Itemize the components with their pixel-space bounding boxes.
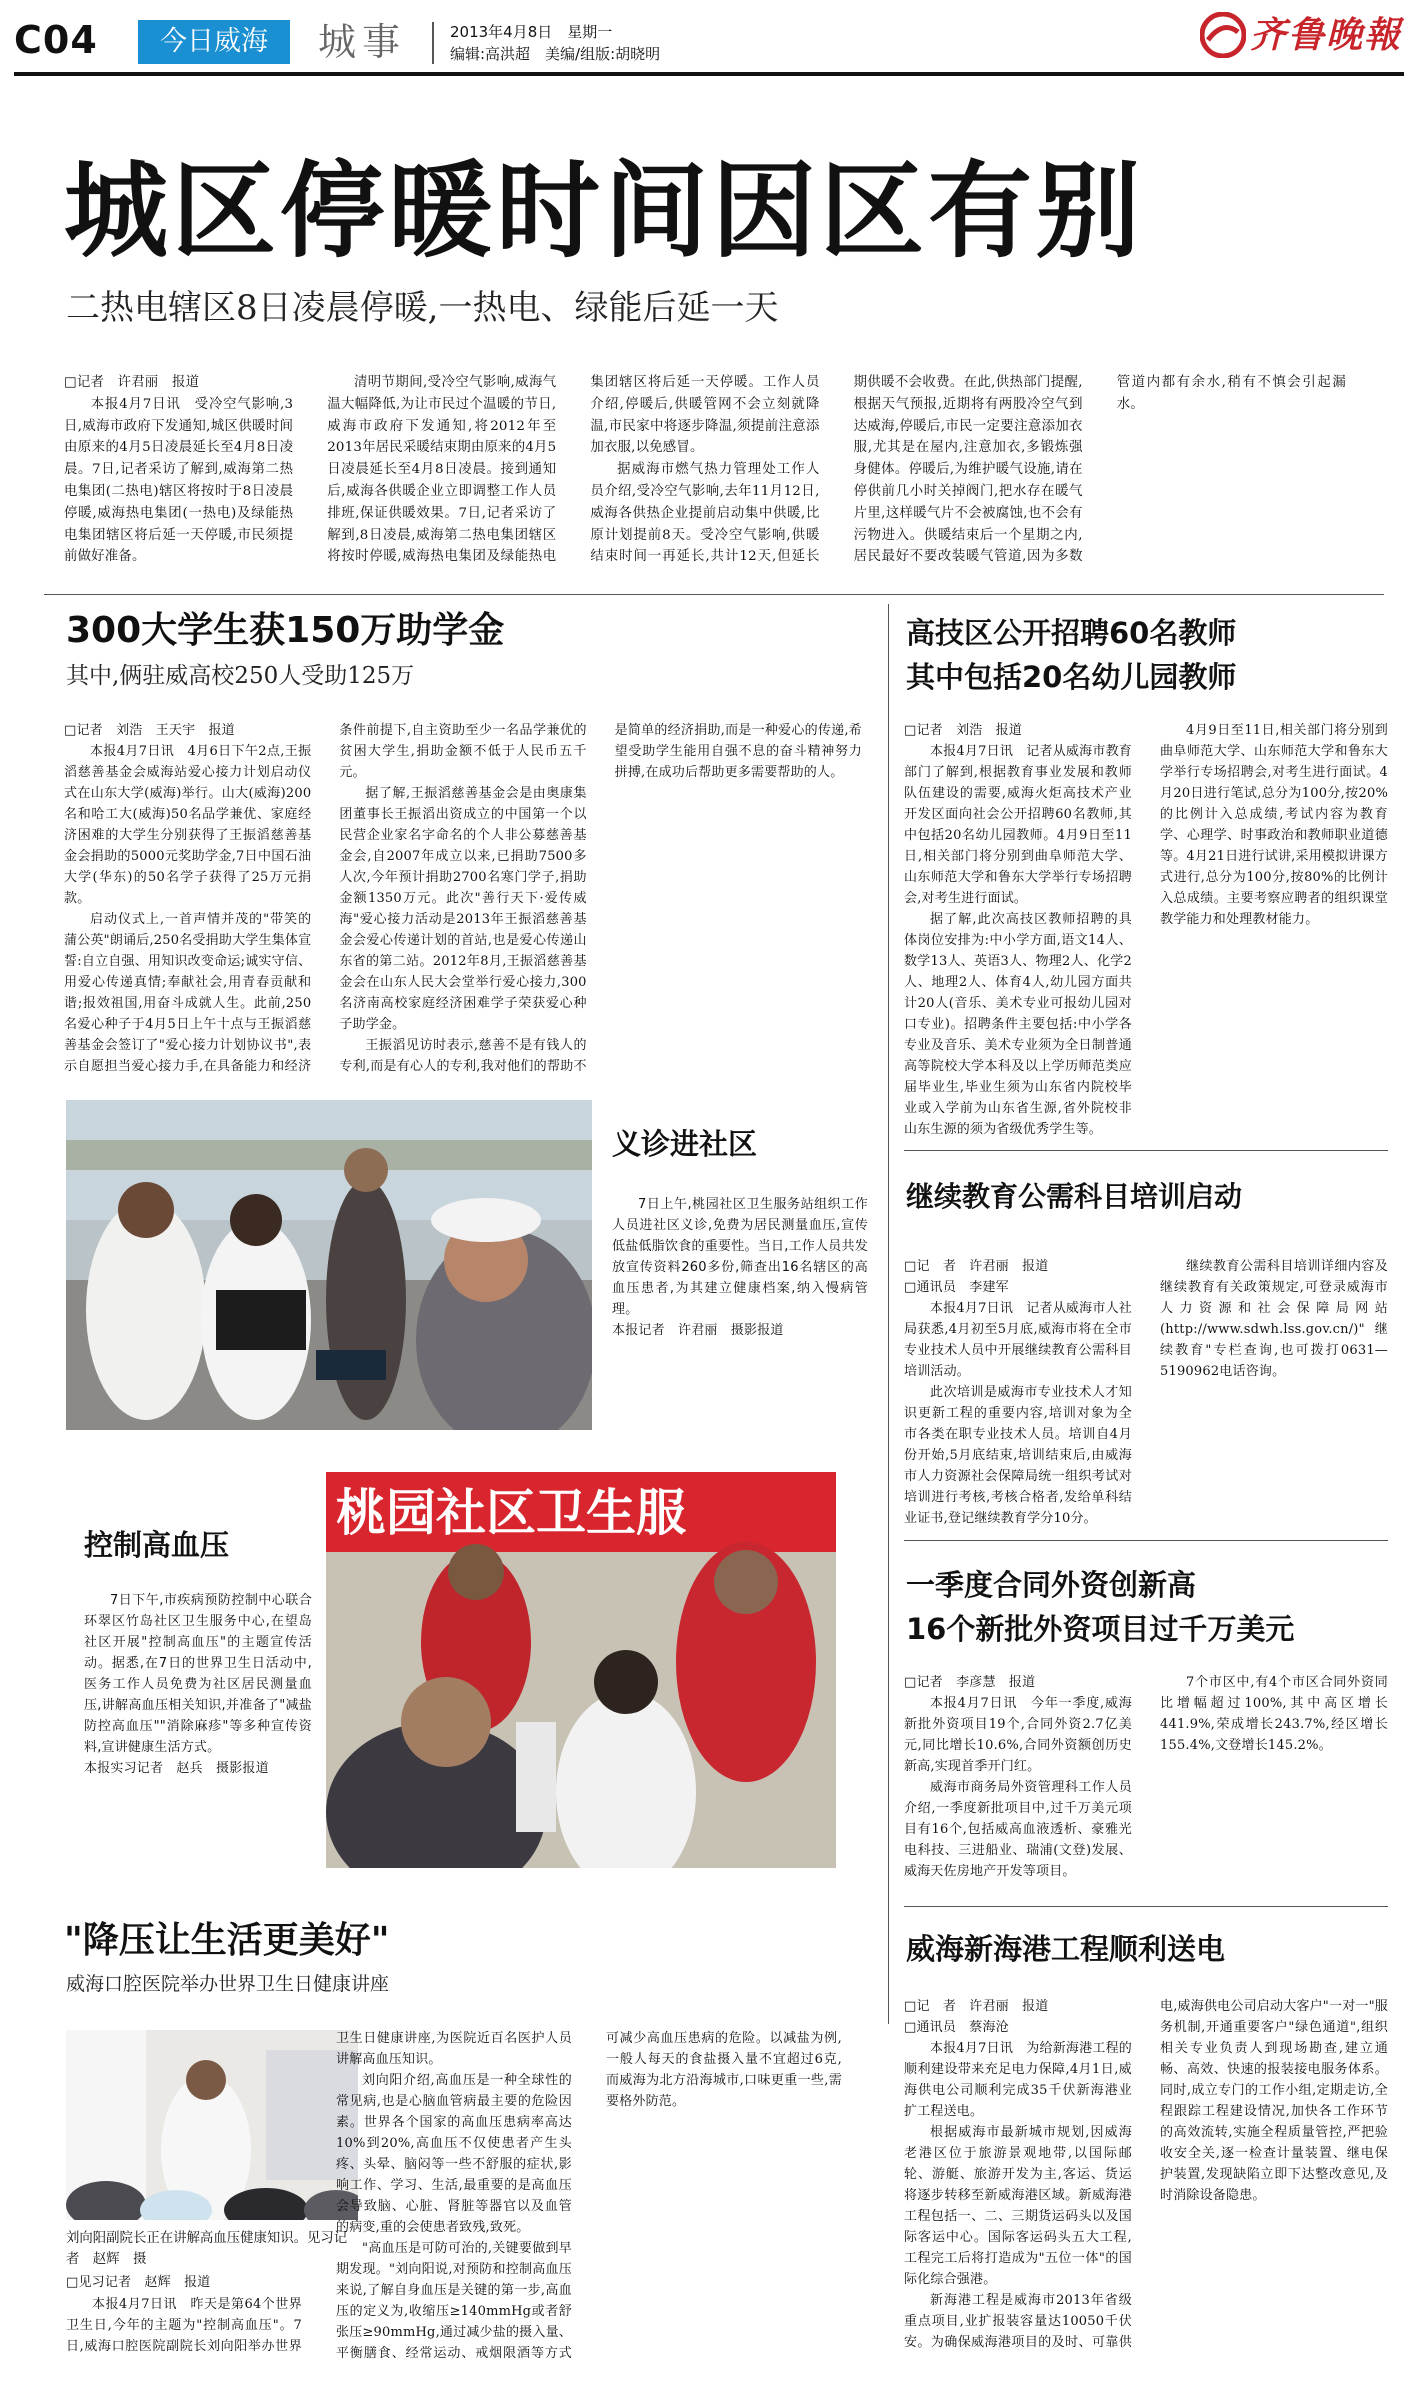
clinic-article — [612, 1194, 868, 1341]
continuing-byline-2: □通讯员 李建军 — [904, 1280, 1009, 1295]
continuing-paragraph: 继续教育公需科目培训详细内容及继续教育有关政策规定,可登录威海市人力资源和社会保障局网站(http://www.sdwh.lss.gov.cn/)"继续教育"专栏查询,也可拨打0631—5190962电话咨询。 — [1160, 1259, 1388, 1379]
teachers-paragraph: 据了解,此次高技区教师招聘的具体岗位安排为:中小学方面,语文14人、数学13人、英语3人、物理2人、化学2人、地理2人、体育4人,幼儿园方面共计20人(音乐、美术专业可报幼儿园对口专业)。招聘条件主要包括:中小学各专业及音乐、美术专业须为全日制普通高等院校大学本科及以上学历师范类应届毕业生,毕业生须为山东省内院校毕业或入学前为山东省生源,省外院校非山东生源的须为省级优秀学生等。 — [904, 912, 1132, 1137]
foreign-byline: □记者 李彦慧 报道 — [904, 1675, 1036, 1690]
clinic-credit: 本报记者 许君丽 摄影报道 — [612, 1323, 784, 1338]
lead-paragraph: 本报4月7日讯 受冷空气影响,3日,威海市政府下发通知,城区供暖时间由原来的4月5日凌晨延长至4月8日凌晨。7日,记者采访了解到,威海第二热电集团(二热电)辖区将按时于8日凌晨停暖,威海热电集团(一热电)及绿能热电集团辖区将后延一天停暖,市民须提前做好准备。 — [64, 396, 294, 565]
continuing-paragraph: 本报4月7日讯 记者从威海市人社局获悉,4月初至5月底,威海市将在全市专业技术人员中开展继续教育公需科目培训活动。 — [904, 1301, 1132, 1379]
newspaper-logo — [1200, 8, 1410, 64]
scholarship-article — [64, 720, 862, 1080]
port-byline: □记 者 许君丽 报道 — [904, 1999, 1049, 2014]
divider — [904, 1906, 1388, 1907]
bp-paragraph: 7日下午,市疾病预防控制中心联合环翠区竹岛社区卫生服务中心,在望岛社区开展"控制高血压"的主题宣传活动。据悉,在7日的世界卫生日活动中,医务工作人员免费为社区居民测量血压,讲解高血压相关知识,并准备了"减盐防控高血压""消除麻疹"等多种宣传资料,宣讲健康生活方式。 — [84, 1593, 312, 1755]
scholarship-subhead: 其中,俩驻威高校250人受助125万 — [66, 663, 415, 689]
port-headline: 威海新海港工程顺利送电 — [906, 1932, 1226, 1966]
port-paragraph: 根据威海市最新城市规划,因威海老港区位于旅游景观地带,以国际邮轮、游艇、旅游开发为主,客运、货运将逐步转移至新威海港区域。新威海港工程包括一、二、三期货运码头以及国际客运中心。国际客运码头五大工程,工程完工后将打造成为"五位一体"的国际化综合强港。 — [904, 2125, 1132, 2287]
lead-headline: 城区停暖时间因区有别 — [64, 150, 1145, 272]
lecture-paragraph: "高血压是可防可治的,关键要做到早期发现。"刘向阳说,对预防和控制高血压来说,了解自身血压是关键的第一步,高血压的定义为,收缩压≥140mmHg或者舒张压≥90mmHg,通过减少盐的摄入量、平衡膳食、经常运动、戒烟限酒等方式可减少高血压患病的危险。以减盐为例,一般人每天的食盐摄入量不宜超过6克,而威海为北方沿海城市,口味更重一些,需要格外防范。 — [336, 2031, 842, 2361]
foreign-paragraph: 7个市区中,有4个市区合同外资同比增幅超过100%,其中高区增长441.9%,荣成增长243.7%,经区增长155.4%,文登增长145.2%。 — [1160, 1675, 1388, 1753]
scholarship-paragraph: 王振滔见访时表示,慈善不是有钱人的专利,而是有心人的专利,我对他们的帮助不是简单的经济捐助,而是一种爱心的传递,希望受助学生能用自强不息的奋斗精神努力拼搏,在成功后帮助更多需要帮助的人。 — [339, 723, 862, 1074]
issue-date: 2013年4月8日 星期一 — [450, 23, 613, 41]
lecture-byline: □见习记者 赵辉 报道 — [66, 2275, 211, 2290]
column-divider — [888, 604, 889, 2024]
scholarship-paragraph: 据了解,王振滔慈善基金会是由奥康集团董事长王振滔出资成立的中国第一个以民营企业家名字命名的个人非公募慈善基金会,自2007年成立以来,已捐助7500多人次,今年预计捐助2700名寒门学子,捐助金额1350万元。此次"善行天下·爱传威海"爱心接力活动是2013年王振滔慈善基金会爱心传递计划的首站,也是爱心传递山东省的第二站。2012年8月,王振滔慈善基金会在山东人民大会堂举行爱心接力,300名济南高校家庭经济困难学子荣获爱心种子助学金。 — [339, 786, 587, 1032]
lecture-body — [66, 2028, 842, 2368]
section-name: 城事 — [318, 20, 407, 64]
lecture-headline: "降压让生活更美好" — [64, 1920, 390, 1961]
scholarship-paragraph: 本报4月7日讯 4月6日下午2点,王振滔慈善基金会威海站爱心接力计划启动仪式在山东大学(威海)举行。山大(威海)200名和哈工大(威海)50名品学兼优、家庭经济困难的大学生分别获得了王振滔慈善基金会捐助的5000元奖助学金,7日中国石油大学(华东)的50名学子获得了25万元捐款。 — [64, 744, 312, 906]
lecture-photo-spacer — [66, 2028, 302, 2294]
lecture-caption: 刘向阳副院长正在讲解高血压健康知识。见习记者 赵辉 摄 — [66, 2231, 348, 2267]
clinic-photo — [66, 1100, 592, 1430]
scholarship-headline: 300大学生获150万助学金 — [66, 610, 505, 651]
lead-paragraph: 据威海市燃气热力管理处工作人员介绍,受冷空气影响,去年11月12日,威海各供热企业提前启动集中供暖,比原计划提前8天。受冷空气影响,供暖结束时间一再延长,共计12天,但延长期供暖不会收费。在此,供热部门提醒,根据天气预报,近期将有两股冷空气到达威海,停暖后,市民一定要注意添加衣服,尤其是在屋内,注意加衣,多锻炼强身健体。停暖后,为维护暖气设施,请在停供前几小时关掉阀门,把水存在暖气片里,这样暖气片不会被腐蚀,也不会有污物进入。供暖结束后一个星期之内,居民最好不要改装暖气管道,因为多数管道内都有余水,稍有不慎会引起漏水。 — [590, 375, 1346, 565]
teachers-article — [904, 720, 1388, 1140]
continuing-paragraph: 此次培训是威海市专业技术人才知识更新工程的重要内容,培训对象为全市各类在职专业技术人员。培训自4月份开始,5月底结束,培训结束后,由威海市人力资源社会保障局统一组织考试对培训进行考核,考核合格者,发给单科结业证书,登记继续教育学分10分。 — [904, 1385, 1132, 1526]
bp-article — [84, 1590, 312, 1779]
bp-photo — [326, 1472, 836, 1868]
logo-emblem-icon — [1200, 12, 1246, 58]
lead-paragraph: 清明节期间,受冷空气影响,威海气温大幅降低,为让市民过个温暖的节日,威海市政府下发通知,将2012年至2013年居民采暖结束期由原来的4月5日凌晨延长至4月8日凌晨。接到通知后,威海各供暖企业立即调整工作人员排班,保证供暖效果。7日,记者采访了解到,8日凌晨,威海第二热电集团辖区将按时停暖,威海热电集团及绿能热电集团辖区将后延一天停暖。工作人员介绍,停暖后,供暖管网不会立刻就降温,市民家中将逐步降温,须提前注意添加衣服,以免感冒。 — [327, 375, 820, 565]
port-byline-2: □通讯员 蔡海沧 — [904, 2020, 1009, 2035]
port-article — [904, 1996, 1388, 2368]
lecture-paragraph: 刘向阳介绍,高血压是一种全球性的常见病,也是心脑血管病最主要的危险因素。世界各个国家的高血压患病率高达10%到20%,高血压不仅使患者产生头疼、头晕、脑闷等一些不舒服的症状,影响工作、学习、生活,最重要的是高血压会导致脑、心脏、肾脏等器官以及血管的病变,重的会使患者致残,致死。 — [336, 2073, 572, 2235]
bp-headline: 控制高血压 — [84, 1528, 230, 1562]
teachers-headline-2: 其中包括20名幼儿园教师 — [906, 660, 1237, 694]
continuing-byline: □记 者 许君丽 报道 — [904, 1259, 1049, 1274]
port-paragraph: 本报4月7日讯 为给新海港工程的顺利建设带来充足电力保障,4月1日,威海供电公司顺利完成35千伏新海港业扩工程送电。 — [904, 2041, 1132, 2119]
logo-text: 齐鲁晚報 — [1250, 14, 1403, 56]
lecture-subhead: 威海口腔医院举办世界卫生日健康讲座 — [66, 1973, 390, 1995]
bp-credit: 本报实习记者 赵兵 摄影报道 — [84, 1761, 269, 1776]
bp-banner-text: 桃园社区卫生服 — [336, 1484, 686, 1542]
divider — [904, 1540, 1388, 1541]
continuing-headline: 继续教育公需科目培训启动 — [906, 1180, 1243, 1213]
foreign-paragraph: 本报4月7日讯 今年一季度,威海新批外资项目19个,合同外资2.7亿美元,同比增长10.6%,合同外资额创历史新高,实现首季开门红。 — [904, 1696, 1132, 1774]
lead-byline: □记者 许君丽 报道 — [64, 375, 200, 390]
foreign-paragraph: 威海市商务局外资管理科工作人员介绍,一季度新批项目中,过千万美元项目有16个,包括威高血液透析、豪雅光电科技、三进船业、瑞浦(文登)发展、威海天佐房地产开发等项目。 — [904, 1780, 1132, 1879]
editor-credits: 编辑:高洪超 美编/组版:胡晓明 — [450, 45, 661, 63]
lead-subhead: 二热电辖区8日凌晨停暖,一热电、绿能后延一天 — [66, 288, 779, 328]
divider — [904, 1150, 1388, 1151]
foreign-headline: 一季度合同外资创新高 — [906, 1568, 1197, 1602]
continuing-article — [904, 1256, 1388, 1566]
page-code: C04 — [14, 18, 98, 62]
teachers-byline: □记者 刘浩 报道 — [904, 723, 1023, 738]
foreign-article — [904, 1672, 1388, 1916]
scholarship-paragraph: 启动仪式上,一首声情并茂的"带笑的蒲公英"朗诵后,250名受捐助大学生集体宣誓:自立自强、用知识改变命运;诚实守信、用爱心传递真情;奉献社会,用青春贡献和谐;报效祖国,用奋斗成就人生。此前,250名爱心种子于4月5日上午十点与王振滔慈善基金会签订了"爱心接力计划协议书",表示自愿担当爱心接力手,在具备能力和经济条件前提下,自主资助至少一名品学兼优的贫困大学生,捐助金额不低于人民币五千元。 — [64, 723, 587, 1074]
clinic-paragraph: 7日上午,桃园社区卫生服务站组织工作人员进社区义诊,免费为居民测量血压,宣传低盐低脂饮食的重要性。当日,工作人员共发放宣传资料260多份,筛查出16名辖区的高血压患者,为其建立健康档案,纳入慢病管理。 — [612, 1197, 868, 1317]
lecture-paragraph: 本报4月7日讯 昨天是第64个世界卫生日,今年的主题为"控制高血压"。7日,威海口腔医院副院长刘向阳举办世界卫生日健康讲座,为医院近百名医护人员讲解高血压知识。 — [66, 2031, 572, 2354]
section-tag: 今日威海 — [138, 20, 290, 64]
divider — [44, 594, 1384, 595]
teachers-headline: 高技区公开招聘60名教师 — [906, 616, 1237, 650]
lead-article — [64, 372, 1346, 584]
teachers-paragraph: 本报4月7日讯 记者从威海市教育部门了解到,根据教育事业发展和教师队伍建设的需要,威海火炬高技术产业开发区面向社会公开招聘60名教师,其中包括20名幼儿园教师。4月9日至11日,相关部门将分别到曲阜师范大学、山东师范大学和鲁东大学举行专场招聘会,对考生进行面试。 — [904, 744, 1132, 906]
foreign-headline-2: 16个新批外资项目过千万美元 — [906, 1612, 1295, 1646]
port-paragraph: 新海港工程是威海市2013年省级重点项目,业扩报装容量达10050千伏安。为确保威海港项目的及时、可靠供电,威海供电公司启动大客户"一对一"服务机制,开通重要客户"绿色通道",组织相关专业负责人到现场勘查,建立通畅、高效、快速的报装接电服务体系。同时,成立专门的工作小组,定期走访,全程跟踪工程建设情况,加快各工作环节的高效流转,实施全程质量管控,严把验收安全关,逐一检查计量装置、继电保护装置,发现缺陷立即下达整改意见,及时消除设备隐患。 — [904, 1999, 1388, 2350]
clinic-headline: 义诊进社区 — [612, 1127, 758, 1161]
teachers-paragraph: 4月9日至11日,相关部门将分别到曲阜师范大学、山东师范大学和鲁东大学举行专场招聘会,对考生进行面试。4月20日进行笔试,总分为100分,按20%的比例计入总成绩,考试内容为教育学、心理学、时事政治和教师职业道德等。4月21日进行试讲,采用模拟讲课方式进行,总分为100分,按80%的比例计入总成绩。主要考察应聘者的组织课堂教学能力和处理教材能力。 — [1160, 723, 1388, 927]
masthead-rule — [14, 72, 1404, 76]
masthead-divider — [432, 22, 434, 64]
scholarship-byline: □记者 刘浩 王天宇 报道 — [64, 723, 235, 738]
